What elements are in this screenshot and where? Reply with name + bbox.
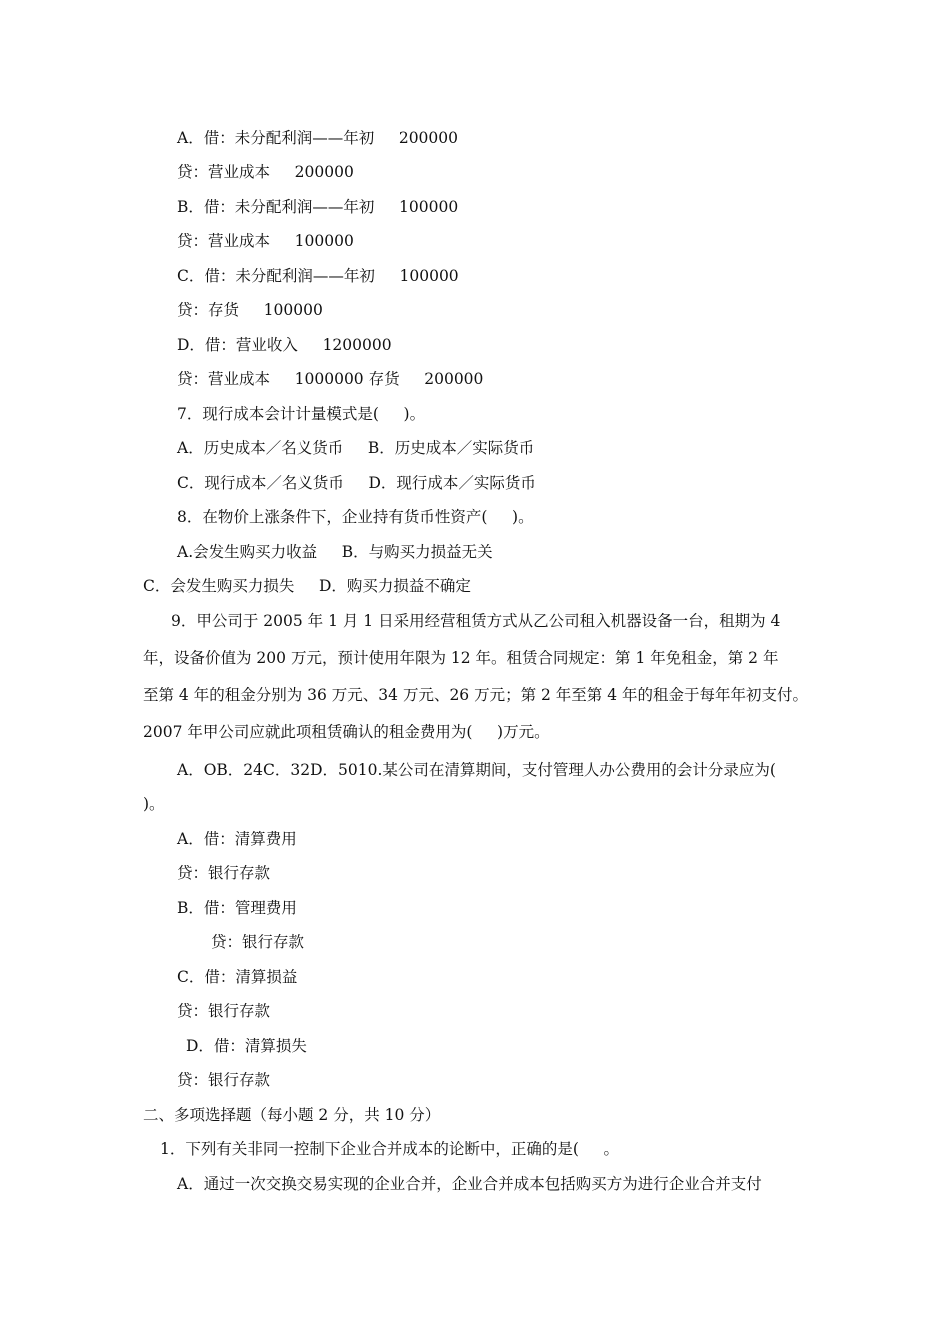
q6-option-a-credit: 贷：营业成本 200000	[177, 163, 354, 181]
section-2-heading: 二、多项选择题（每小题 2 分，共 10 分）	[143, 1106, 441, 1124]
q10-option-b-credit: 贷：银行存款	[211, 933, 305, 951]
multi-question-1: 1．下列有关非同一控制下企业合并成本的论断中，正确的是( 。	[160, 1140, 620, 1158]
q6-option-b-debit: B．借：未分配利润——年初 100000	[177, 198, 459, 216]
q6-option-a-debit: A．借：未分配利润——年初 200000	[177, 129, 458, 147]
q8-options-ab: A.会发生购买力收益 B．与购买力损益无关	[177, 543, 493, 561]
q10-option-d-debit: D．借：清算损失	[186, 1037, 307, 1055]
q6-option-b-credit: 贷：营业成本 100000	[177, 232, 354, 250]
q10-option-a-credit: 贷：银行存款	[177, 864, 271, 882]
q6-option-c-credit: 贷：存货 100000	[177, 301, 323, 319]
question-7: 7．现行成本会计计量模式是( )。	[177, 405, 426, 423]
q6-option-d-credit: 贷：营业成本 1000000 存货 200000	[177, 370, 484, 388]
q7-options-cd: C．现行成本／名义货币 D．现行成本／实际货币	[177, 474, 536, 492]
q8-options-cd: C．会发生购买力损失 D．购买力损益不确定	[143, 577, 471, 595]
question-10-continuation: )。	[143, 795, 165, 813]
question-9-line-2: 年，设备价值为 200 万元，预计使用年限为 12 年。租赁合同规定：第 1 年免租金，第 2 年	[143, 649, 779, 667]
q10-option-d-credit: 贷：银行存款	[177, 1071, 271, 1089]
q6-option-d-debit: D．借：营业收入 1200000	[177, 336, 392, 354]
q9-options-and-question-10: A．OB．24C．32D．5010.某公司在清算期间，支付管理人办公费用的会计分录应为(	[177, 761, 776, 779]
question-8: 8．在物价上涨条件下，企业持有货币性资产( )。	[177, 508, 534, 526]
question-9-line-4: 2007 年甲公司应就此项租赁确认的租金费用为( )万元。	[143, 723, 550, 741]
q10-option-c-debit: C．借：清算损益	[177, 968, 298, 986]
multi-q1-option-a: A．通过一次交换交易实现的企业合并，企业合并成本包括购买方为进行企业合并支付	[177, 1175, 762, 1193]
q6-option-c-debit: C．借：未分配利润——年初 100000	[177, 267, 459, 285]
q10-option-a-debit: A．借：清算费用	[177, 830, 297, 848]
question-9-line-1: 9．甲公司于 2005 年 1 月 1 日采用经营租赁方式从乙公司租入机器设备一台，租期为 4	[171, 612, 781, 630]
q7-options-ab: A．历史成本／名义货币 B．历史成本／实际货币	[177, 439, 535, 457]
q10-option-c-credit: 贷：银行存款	[177, 1002, 271, 1020]
question-9-line-3: 至第 4 年的租金分别为 36 万元、34 万元、26 万元；第 2 年至第 4 年的租金于每年年初支付。	[143, 686, 809, 704]
q10-option-b-debit: B．借：管理费用	[177, 899, 297, 917]
